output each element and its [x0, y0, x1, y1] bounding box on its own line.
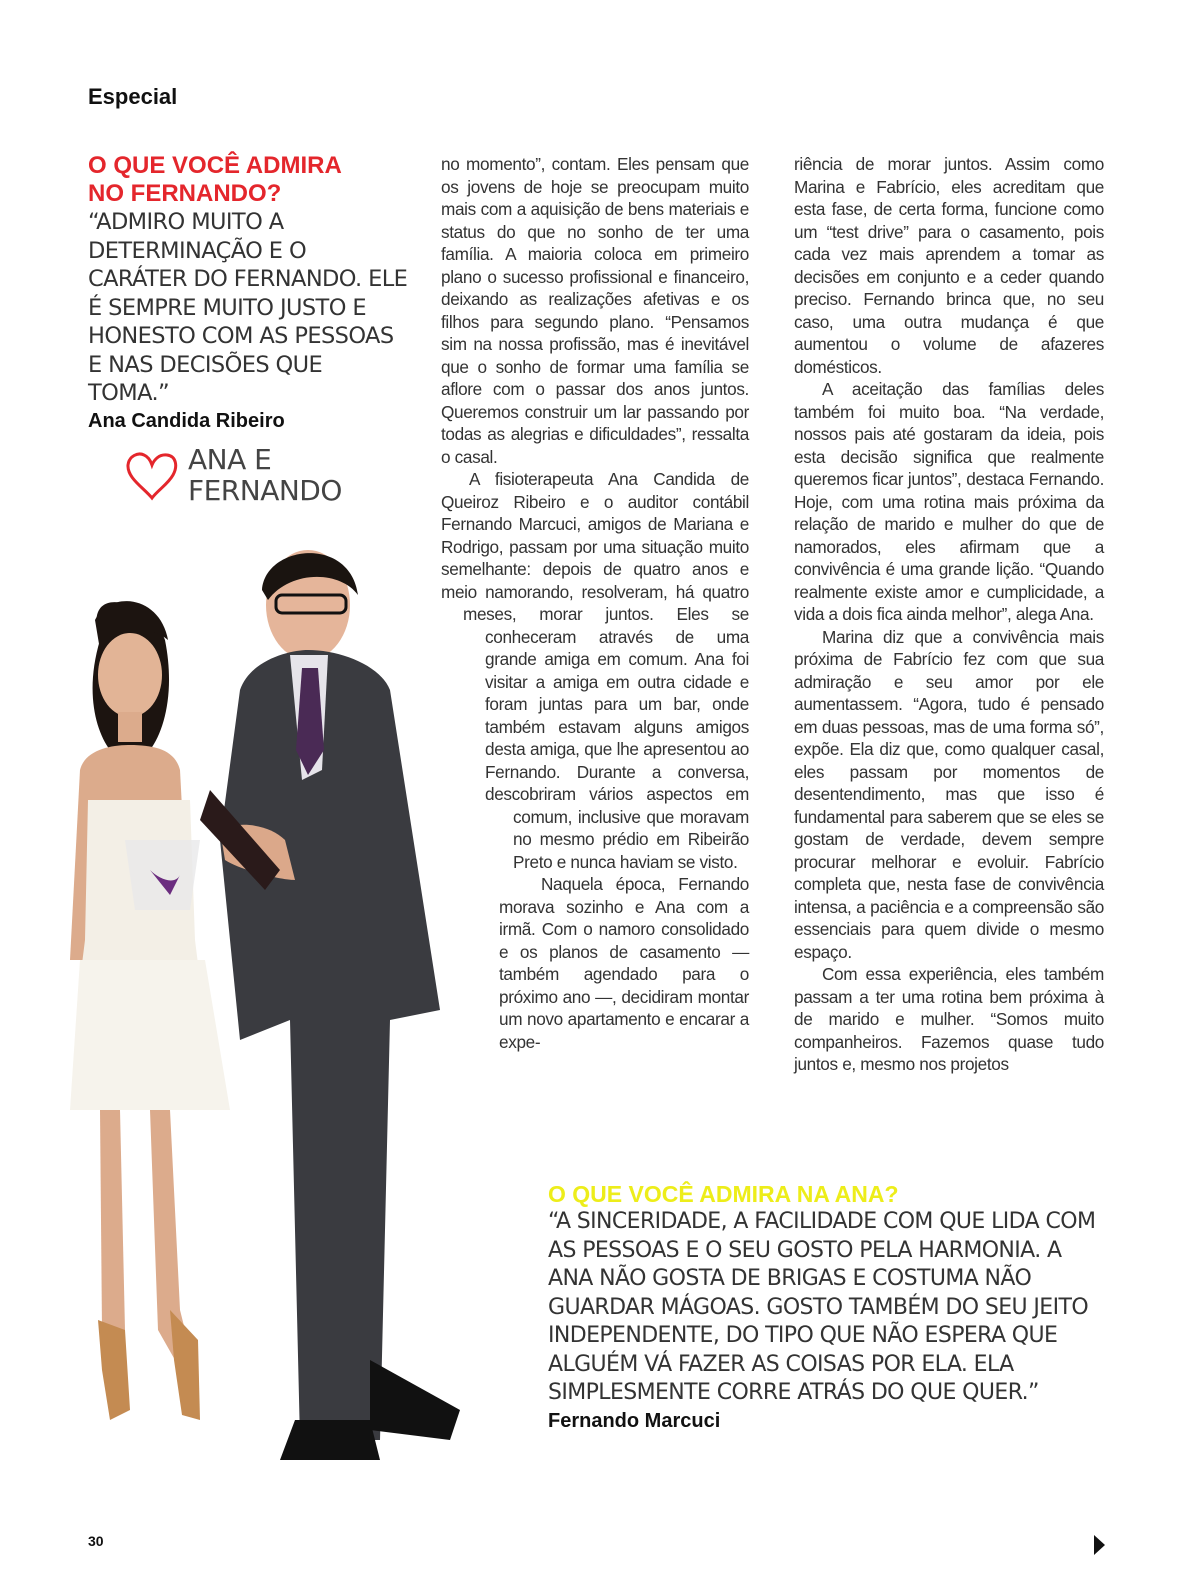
quote-author: Ana Candida Ribeiro — [88, 409, 285, 432]
quote-question: O QUE VOCÊ ADMIRA NA ANA? — [548, 1181, 899, 1207]
article-paragraph: A aceitação das famílias deles também foi muito boa. “Na verdade, nossos pais até gostaram da ideia, pois esta decisão significa que realmente queremos ficar juntos”, destaca Fernando. Hoje, com uma rotina mais próxima da relação de marido e mulher do que de namorados, eles afirmam que a convivência é uma grande lição. “Quando realmente existe amor e cumplicidade, a vida a dois fica ainda melhor”, alega Ana. — [794, 379, 1104, 624]
article-paragraph: Naquela época, Fernando morava sozinho e Ana com a irmã. Com o namoro consolidado e os planos de casamento — também agendado para o próximo ano —, decidiram montar um novo apartamento e encarar a expe- — [499, 874, 749, 1052]
quote-author: Fernando Marcuci — [548, 1409, 721, 1432]
quote-question: O QUE VOCÊ ADMIRA NO FERNANDO? — [88, 152, 342, 207]
article-paragraph: riência de morar juntos. Assim como Marina e Fabrício, eles acreditam que esta fase, de certa forma, funcione como um “test drive” para o casamento, pois cada vez mais aprendem a tomar as decisões em conjunto e a ceder quando preciso. Fernando brinca que, no seu caso, uma outra mudança é que aumentou o volume de afazeres domésticos. — [794, 154, 1104, 377]
article-paragraph: no momento”, contam. Eles pensam que os jovens de hoje se preocupam muito mais com a aquisição de bens materiais e status do que no sonho de ter uma família. A maioria coloca em primeiro plano o sucesso profissional e financeiro, deixando as realizações afetivas e os filhos para segundo plano. “Pensamos sim na nossa profissão, mas é inevitável que o sonho de formar uma família se aflore com o passar dos anos juntos. Queremos construir um lar passando por todas as alegrias e dificuldades”, ressalta o casal. — [441, 154, 749, 467]
heart-outline-icon — [124, 448, 180, 504]
article-paragraph: A fisioterapeuta Ana Candida de Queiroz Ribeiro e o auditor contábil Fernando Marcuci, amigos de Mariana e Rodrigo, passam por uma situação muito semelhante: depois de quatro anos e meio namorando, resolveram, há quatro meses, morar juntos. Eles se conheceram através de uma grande amiga em comum. Ana foi visitar a amiga em outra cidade e foram juntas para um bar, onde também estavam alguns amigos desta amiga, que lhe apresentou ao Fernando. Durante a conversa, descobriram vários aspectos em comum, inclusive que moravam no mesmo prédio em Ribeirão Preto e nunca haviam se visto. — [441, 469, 749, 872]
quote-text: “A SINCERIDADE, A FACILIDADE COM QUE LIDA COM AS PESSOAS E O SEU GOSTO PELA HARMONIA. A ANA NÃO GOSTA DE BRIGAS E COSTUMA NÃO GUARDAR MÁGOAS. GOSTO TAMBÉM DO SEU JEITO INDEPENDENTE, DO TIPO QUE NÃO ESPERA QUE ALGUÉM VÁ FAZER AS COISAS POR ELA. ELA SIMPLESMENTE CORRE ATRÁS DO QUE QUER.” — [548, 1209, 1096, 1405]
quote-ana — [548, 1180, 1108, 1433]
article-paragraph: Marina diz que a convivência mais próxima de Fabrício fez com que sua admiração e seu amor por ele aumentassem. “Agora, tudo é pensado em duas pessoas, mas de uma forma só”, expõe. Ela diz que, como qualquer casal, eles passam por momentos de desentendimento, mas que isso é fundamental para saberem que se eles se gostam de verdade, devem sempre procurar melhorar e evoluir. Fabrício completa que, nesta fase de convivência intensa, a paciência e a compreensão são essenciais para quem divide o mesmo espaço. — [794, 626, 1104, 962]
page-number: 30 — [88, 1533, 104, 1549]
article-paragraph: Com essa experiência, eles também passam a ter uma rotina bem próxima à de marido e mulher. “Somos muito companheiros. Fazemos quase tudo juntos e, mesmo nos projetos — [794, 964, 1104, 1074]
couple-names: ANA E FERNANDO — [188, 443, 342, 507]
couple-tag — [124, 444, 364, 516]
section-label: Especial — [88, 84, 178, 109]
triangle-right-icon[interactable] — [1094, 1535, 1105, 1555]
couple-photo — [40, 540, 540, 1480]
quote-fernando — [88, 152, 408, 433]
quote-text: “ADMIRO MUITO A DETERMINAÇÃO E O CARÁTER DO FERNANDO. ELE É SEMPRE MUITO JUSTO E HONESTO COM AS PESSOAS E NAS DECISÕES QUE TOMA.” — [88, 209, 408, 406]
man-figure — [200, 550, 460, 1460]
article-column-3 — [794, 153, 1104, 1076]
woman-figure — [70, 601, 230, 1420]
